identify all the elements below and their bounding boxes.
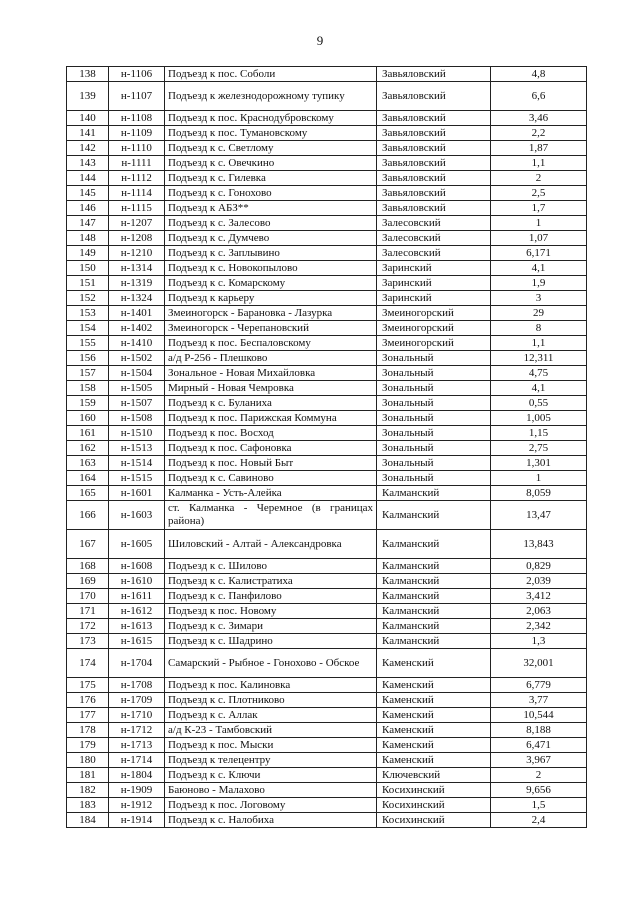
road-name: Подъезд к с. Залесово <box>165 216 377 231</box>
road-code: н-1504 <box>109 366 165 381</box>
table-row <box>67 486 587 501</box>
district-name: Каменский <box>377 723 491 738</box>
row-number: 160 <box>67 411 109 426</box>
district-name: Калманский <box>377 486 491 501</box>
row-number: 179 <box>67 738 109 753</box>
district-name: Завьяловский <box>377 156 491 171</box>
table-row <box>67 126 587 141</box>
table-row <box>67 441 587 456</box>
road-name: Подъезд к пос. Тумановскому <box>165 126 377 141</box>
road-name: Подъезд к с. Савиново <box>165 471 377 486</box>
road-name: Подъезд к карьеру <box>165 291 377 306</box>
road-length: 1,9 <box>491 276 587 291</box>
row-number: 145 <box>67 186 109 201</box>
district-name: Залесовский <box>377 231 491 246</box>
table-row <box>67 186 587 201</box>
road-name <box>165 501 377 530</box>
road-length: 2,75 <box>491 441 587 456</box>
road-length: 12,311 <box>491 351 587 366</box>
table-row <box>67 201 587 216</box>
row-number: 141 <box>67 126 109 141</box>
road-code: н-1106 <box>109 67 165 82</box>
row-number: 177 <box>67 708 109 723</box>
district-name: Зональный <box>377 411 491 426</box>
district-name: Зональный <box>377 471 491 486</box>
district-name: Завьяловский <box>377 126 491 141</box>
table-row <box>67 693 587 708</box>
table-row <box>67 783 587 798</box>
row-number: 169 <box>67 574 109 589</box>
row-number: 152 <box>67 291 109 306</box>
road-code: н-1115 <box>109 201 165 216</box>
road-name: Подъезд к с. Плотниково <box>165 693 377 708</box>
road-length: 6,171 <box>491 246 587 261</box>
road-length: 3,412 <box>491 589 587 604</box>
road-code: н-1710 <box>109 708 165 723</box>
row-number: 167 <box>67 530 109 559</box>
table-row <box>67 261 587 276</box>
district-name: Заринский <box>377 276 491 291</box>
district-name: Каменский <box>377 649 491 678</box>
road-code: н-1402 <box>109 321 165 336</box>
road-length: 1,301 <box>491 456 587 471</box>
road-code: н-1603 <box>109 501 165 530</box>
road-name: Подъезд к с. Калистратиха <box>165 574 377 589</box>
road-name: Мирный - Новая Чемровка <box>165 381 377 396</box>
road-code: н-1914 <box>109 813 165 828</box>
district-name: Залесовский <box>377 216 491 231</box>
road-code: н-1324 <box>109 291 165 306</box>
road-name: Змеиногорск - Черепановский <box>165 321 377 336</box>
road-code: н-1613 <box>109 619 165 634</box>
table-row <box>67 501 587 530</box>
table-row <box>67 559 587 574</box>
road-name-text: Самарский - Рыбное - Гонохово - Обское <box>168 656 360 669</box>
table-row <box>67 82 587 111</box>
road-length: 0,55 <box>491 396 587 411</box>
road-code: н-1514 <box>109 456 165 471</box>
road-code: н-1108 <box>109 111 165 126</box>
row-number: 139 <box>67 82 109 111</box>
table-row <box>67 798 587 813</box>
road-name-text: ст. Калманка - Черемное (в границах района) <box>168 502 373 527</box>
road-name: Подъезд к с. Ключи <box>165 768 377 783</box>
table-row <box>67 426 587 441</box>
road-name: Подъезд к с. Новокопылово <box>165 261 377 276</box>
road-name: Подъезд к с. Светлому <box>165 141 377 156</box>
road-code: н-1615 <box>109 634 165 649</box>
road-length: 8,059 <box>491 486 587 501</box>
district-name: Завьяловский <box>377 171 491 186</box>
table-row <box>67 291 587 306</box>
road-length: 2,063 <box>491 604 587 619</box>
row-number: 156 <box>67 351 109 366</box>
district-name: Завьяловский <box>377 141 491 156</box>
row-number: 153 <box>67 306 109 321</box>
road-code: н-1109 <box>109 126 165 141</box>
table-row <box>67 216 587 231</box>
road-name: Подъезд к с. Думчево <box>165 231 377 246</box>
district-name: Зональный <box>377 441 491 456</box>
row-number: 163 <box>67 456 109 471</box>
road-length: 2,039 <box>491 574 587 589</box>
table-row <box>67 589 587 604</box>
row-number: 170 <box>67 589 109 604</box>
road-length: 6,779 <box>491 678 587 693</box>
row-number: 166 <box>67 501 109 530</box>
row-number: 176 <box>67 693 109 708</box>
table-row <box>67 366 587 381</box>
table-row <box>67 634 587 649</box>
road-name: Подъезд к пос. Парижская Коммуна <box>165 411 377 426</box>
road-name: Подъезд к пос. Логовому <box>165 798 377 813</box>
road-name: Калманка - Усть-Алейка <box>165 486 377 501</box>
road-name-text: Подъезд к железнодорожному тупику <box>168 89 345 102</box>
road-length: 1,15 <box>491 426 587 441</box>
row-number: 171 <box>67 604 109 619</box>
table-row <box>67 321 587 336</box>
road-code: н-1712 <box>109 723 165 738</box>
road-length: 13,47 <box>491 501 587 530</box>
road-name: Подъезд к пос. Восход <box>165 426 377 441</box>
district-name: Каменский <box>377 738 491 753</box>
road-code: н-1114 <box>109 186 165 201</box>
district-name: Змеиногорский <box>377 321 491 336</box>
road-length: 2 <box>491 768 587 783</box>
road-name <box>165 530 377 559</box>
road-length: 2,342 <box>491 619 587 634</box>
row-number: 147 <box>67 216 109 231</box>
road-code: н-1314 <box>109 261 165 276</box>
road-name: Баюново - Малахово <box>165 783 377 798</box>
road-code: н-1502 <box>109 351 165 366</box>
road-code: н-1611 <box>109 589 165 604</box>
road-code: н-1210 <box>109 246 165 261</box>
district-name: Каменский <box>377 708 491 723</box>
table-row <box>67 336 587 351</box>
road-code: н-1713 <box>109 738 165 753</box>
district-name: Завьяловский <box>377 82 491 111</box>
row-number: 174 <box>67 649 109 678</box>
road-length: 6,6 <box>491 82 587 111</box>
district-name: Каменский <box>377 678 491 693</box>
row-number: 172 <box>67 619 109 634</box>
district-name: Калманский <box>377 634 491 649</box>
table-row <box>67 753 587 768</box>
road-length: 1 <box>491 471 587 486</box>
road-code: н-1513 <box>109 441 165 456</box>
row-number: 164 <box>67 471 109 486</box>
table-row <box>67 723 587 738</box>
road-code: н-1708 <box>109 678 165 693</box>
road-code: н-1909 <box>109 783 165 798</box>
table-row <box>67 171 587 186</box>
road-length: 1 <box>491 216 587 231</box>
road-length: 1,87 <box>491 141 587 156</box>
district-name: Косихинский <box>377 783 491 798</box>
row-number: 161 <box>67 426 109 441</box>
district-name: Завьяловский <box>377 201 491 216</box>
district-name: Завьяловский <box>377 111 491 126</box>
road-code: н-1912 <box>109 798 165 813</box>
table-row <box>67 231 587 246</box>
road-length: 0,829 <box>491 559 587 574</box>
road-length: 1,5 <box>491 798 587 813</box>
road-length: 1,7 <box>491 201 587 216</box>
road-name: Змеиногорск - Барановка - Лазурка <box>165 306 377 321</box>
row-number: 165 <box>67 486 109 501</box>
table-row <box>67 411 587 426</box>
row-number: 138 <box>67 67 109 82</box>
district-name: Калманский <box>377 530 491 559</box>
row-number: 157 <box>67 366 109 381</box>
road-code: н-1401 <box>109 306 165 321</box>
table-row <box>67 381 587 396</box>
row-number: 184 <box>67 813 109 828</box>
page-number: 9 <box>316 33 324 48</box>
table-row <box>67 813 587 828</box>
row-number: 155 <box>67 336 109 351</box>
row-number: 144 <box>67 171 109 186</box>
road-name: Подъезд к с. Буланиха <box>165 396 377 411</box>
table-row <box>67 67 587 82</box>
road-name: Подъезд к с. Налобиха <box>165 813 377 828</box>
road-code: н-1207 <box>109 216 165 231</box>
road-length: 1,3 <box>491 634 587 649</box>
table-row <box>67 619 587 634</box>
road-length: 3 <box>491 291 587 306</box>
road-code: н-1505 <box>109 381 165 396</box>
road-name: Подъезд к с. Шадрино <box>165 634 377 649</box>
table-row <box>67 141 587 156</box>
table-row <box>67 574 587 589</box>
road-length: 3,967 <box>491 753 587 768</box>
district-name: Залесовский <box>377 246 491 261</box>
table-row <box>67 530 587 559</box>
road-name-text: Шиловский - Алтай - Александровка <box>168 537 342 550</box>
road-length: 32,001 <box>491 649 587 678</box>
road-length: 1,07 <box>491 231 587 246</box>
road-length: 10,544 <box>491 708 587 723</box>
district-name: Ключевский <box>377 768 491 783</box>
road-length: 1,005 <box>491 411 587 426</box>
table-row <box>67 604 587 619</box>
road-name: а/д К-23 - Тамбовский <box>165 723 377 738</box>
road-length: 1,1 <box>491 336 587 351</box>
road-code: н-1510 <box>109 426 165 441</box>
road-code: н-1608 <box>109 559 165 574</box>
road-length: 4,1 <box>491 381 587 396</box>
table-row <box>67 246 587 261</box>
district-name: Каменский <box>377 693 491 708</box>
table-row <box>67 768 587 783</box>
road-length: 2 <box>491 171 587 186</box>
road-length: 2,4 <box>491 813 587 828</box>
district-name: Заринский <box>377 261 491 276</box>
road-length: 13,843 <box>491 530 587 559</box>
road-name: Подъезд к пос. Сафоновка <box>165 441 377 456</box>
road-code: н-1507 <box>109 396 165 411</box>
road-code: н-1112 <box>109 171 165 186</box>
road-name: Подъезд к пос. Новый Быт <box>165 456 377 471</box>
road-code: н-1319 <box>109 276 165 291</box>
roads-table <box>66 66 587 828</box>
district-name: Зональный <box>377 396 491 411</box>
table-row <box>67 471 587 486</box>
road-length: 3,46 <box>491 111 587 126</box>
row-number: 183 <box>67 798 109 813</box>
road-length: 29 <box>491 306 587 321</box>
district-name: Калманский <box>377 559 491 574</box>
table-row <box>67 456 587 471</box>
road-name: Подъезд к пос. Соболи <box>165 67 377 82</box>
road-length: 1,1 <box>491 156 587 171</box>
district-name: Зональный <box>377 426 491 441</box>
row-number: 143 <box>67 156 109 171</box>
table-row <box>67 351 587 366</box>
road-name: Подъезд к с. Зимари <box>165 619 377 634</box>
row-number: 149 <box>67 246 109 261</box>
road-code: н-1605 <box>109 530 165 559</box>
district-name: Калманский <box>377 604 491 619</box>
row-number: 150 <box>67 261 109 276</box>
district-name: Заринский <box>377 291 491 306</box>
road-name <box>165 82 377 111</box>
row-number: 148 <box>67 231 109 246</box>
road-code: н-1601 <box>109 486 165 501</box>
road-name: Подъезд к АБЗ** <box>165 201 377 216</box>
road-code: н-1804 <box>109 768 165 783</box>
road-name <box>165 649 377 678</box>
road-length: 4,1 <box>491 261 587 276</box>
row-number: 140 <box>67 111 109 126</box>
road-name: Подъезд к с. Гонохово <box>165 186 377 201</box>
row-number: 182 <box>67 783 109 798</box>
road-length: 3,77 <box>491 693 587 708</box>
district-name: Змеиногорский <box>377 336 491 351</box>
table-row <box>67 738 587 753</box>
district-name: Зональный <box>377 456 491 471</box>
road-code: н-1714 <box>109 753 165 768</box>
road-length: 8 <box>491 321 587 336</box>
road-name: а/д Р-256 - Плешково <box>165 351 377 366</box>
road-name: Подъезд к с. Аллак <box>165 708 377 723</box>
road-name: Подъезд к с. Заплывино <box>165 246 377 261</box>
table-row <box>67 708 587 723</box>
road-code: н-1704 <box>109 649 165 678</box>
district-name: Косихинский <box>377 798 491 813</box>
road-length: 4,75 <box>491 366 587 381</box>
district-name: Зональный <box>377 351 491 366</box>
row-number: 178 <box>67 723 109 738</box>
road-code: н-1610 <box>109 574 165 589</box>
row-number: 162 <box>67 441 109 456</box>
road-code: н-1515 <box>109 471 165 486</box>
district-name: Калманский <box>377 619 491 634</box>
road-length: 2,5 <box>491 186 587 201</box>
district-name: Зональный <box>377 366 491 381</box>
district-name: Змеиногорский <box>377 306 491 321</box>
row-number: 159 <box>67 396 109 411</box>
table-row <box>67 156 587 171</box>
road-length: 4,8 <box>491 67 587 82</box>
district-name: Калманский <box>377 574 491 589</box>
road-code: н-1110 <box>109 141 165 156</box>
road-name: Подъезд к с. Гилевка <box>165 171 377 186</box>
district-name: Каменский <box>377 753 491 768</box>
road-name: Подъезд к пос. Новому <box>165 604 377 619</box>
road-name: Подъезд к пос. Краснодубровскому <box>165 111 377 126</box>
road-length: 6,471 <box>491 738 587 753</box>
district-name: Калманский <box>377 501 491 530</box>
district-name: Завьяловский <box>377 67 491 82</box>
row-number: 146 <box>67 201 109 216</box>
road-name: Подъезд к с. Комарскому <box>165 276 377 291</box>
district-name: Калманский <box>377 589 491 604</box>
road-code: н-1107 <box>109 82 165 111</box>
roads-table-body <box>67 67 587 828</box>
road-name: Подъезд к пос. Беспаловскому <box>165 336 377 351</box>
row-number: 180 <box>67 753 109 768</box>
row-number: 173 <box>67 634 109 649</box>
road-length: 8,188 <box>491 723 587 738</box>
road-code: н-1208 <box>109 231 165 246</box>
table-row <box>67 396 587 411</box>
row-number: 181 <box>67 768 109 783</box>
road-length: 9,656 <box>491 783 587 798</box>
row-number: 175 <box>67 678 109 693</box>
road-name: Зональное - Новая Михайловка <box>165 366 377 381</box>
road-name: Подъезд к с. Панфилово <box>165 589 377 604</box>
road-name: Подъезд к с. Шилово <box>165 559 377 574</box>
row-number: 154 <box>67 321 109 336</box>
road-name: Подъезд к с. Овечкино <box>165 156 377 171</box>
district-name: Косихинский <box>377 813 491 828</box>
road-name: Подъезд к пос. Мыски <box>165 738 377 753</box>
table-row <box>67 649 587 678</box>
road-length: 2,2 <box>491 126 587 141</box>
row-number: 142 <box>67 141 109 156</box>
row-number: 168 <box>67 559 109 574</box>
road-name: Подъезд к телецентру <box>165 753 377 768</box>
table-row <box>67 678 587 693</box>
road-name: Подъезд к пос. Калиновка <box>165 678 377 693</box>
table-row <box>67 306 587 321</box>
district-name: Завьяловский <box>377 186 491 201</box>
road-code: н-1111 <box>109 156 165 171</box>
table-row <box>67 111 587 126</box>
row-number: 158 <box>67 381 109 396</box>
road-code: н-1508 <box>109 411 165 426</box>
road-code: н-1612 <box>109 604 165 619</box>
table-row <box>67 276 587 291</box>
district-name: Зональный <box>377 381 491 396</box>
road-code: н-1410 <box>109 336 165 351</box>
road-code: н-1709 <box>109 693 165 708</box>
row-number: 151 <box>67 276 109 291</box>
